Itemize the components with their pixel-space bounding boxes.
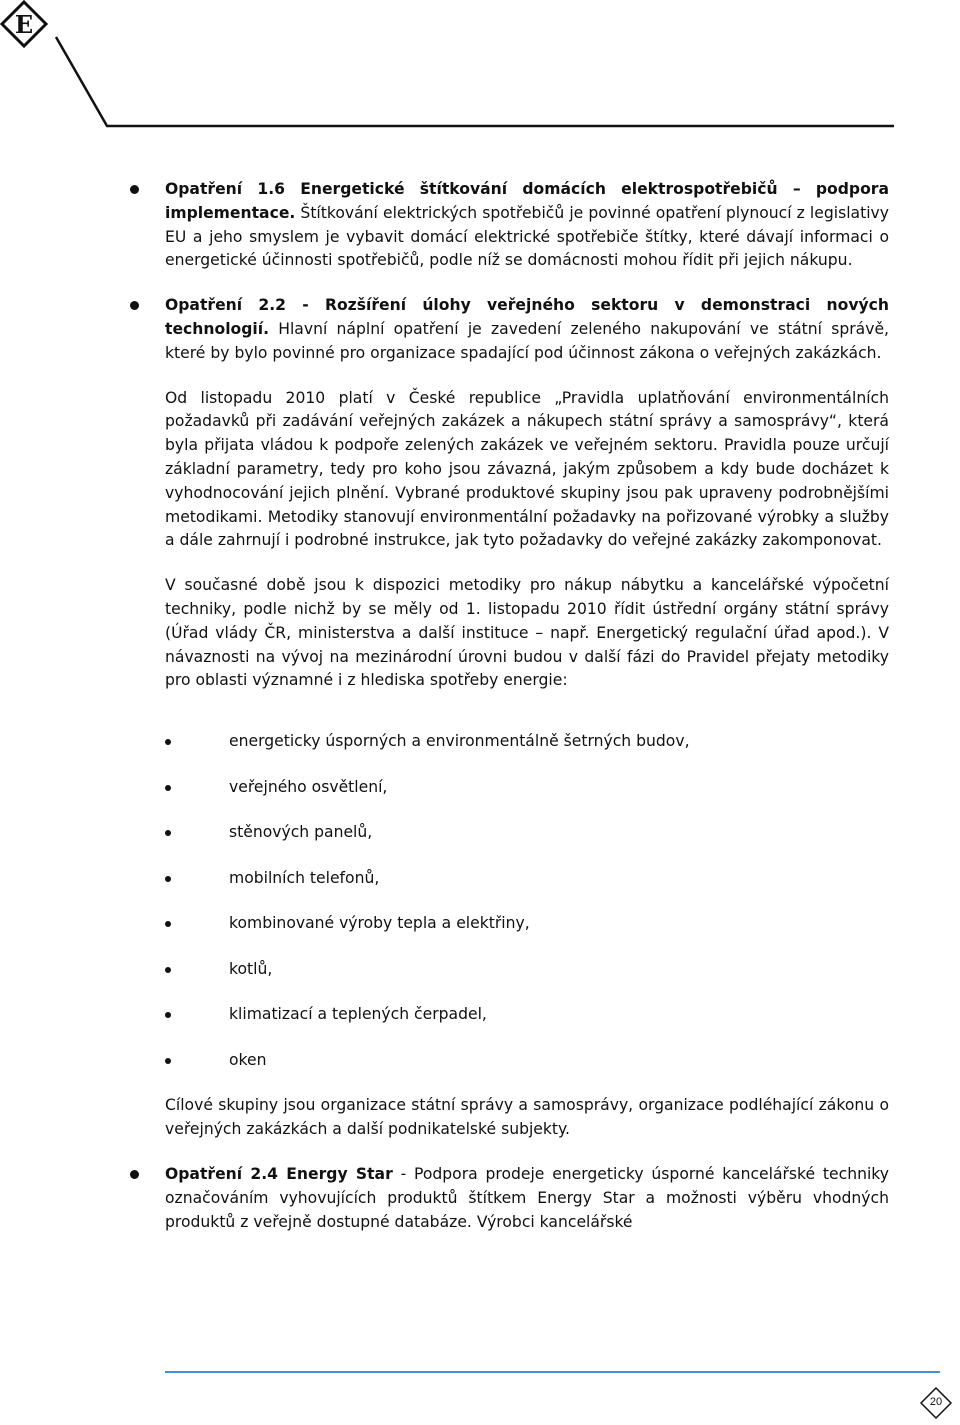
document-body <box>165 178 889 1234</box>
bullet-icon <box>165 830 171 836</box>
header-rule <box>0 0 960 140</box>
logo-letter: E <box>14 10 34 39</box>
paragraph-measure-1-6 <box>165 178 889 273</box>
list-item: klimatizací a teplených čerpadel, <box>165 1003 889 1027</box>
measure-heading: Opatření 2.4 Energy Star <box>165 1164 393 1183</box>
list-item: kombinované výroby tepla a elektřiny, <box>165 912 889 936</box>
list-item: oken <box>165 1049 889 1073</box>
paragraph-measure-2-2 <box>165 294 889 365</box>
bullet-icon <box>165 921 171 927</box>
bullet-icon <box>165 739 171 745</box>
bullet-icon <box>130 301 139 310</box>
bullet-icon <box>130 185 139 194</box>
bullet-icon <box>130 1170 139 1179</box>
measure-text: Štítkování elektrických spotřebičů je povinné opatření plynoucí z legislativy EU a jeho smyslem je vybavit domácí elektrické spotřebiče štítky, které dávají informaci o energetické účinnosti spotřebičů, podle níž se domácnosti mohou řídit při jejich nákupu. <box>165 203 889 270</box>
bullet-icon <box>165 785 171 791</box>
page-number: 20 <box>929 1396 943 1408</box>
bullet-icon <box>165 967 171 973</box>
paragraph-methodologies: V současné době jsou k dispozici metodiky pro nákup nábytku a kancelářské výpočetní techniky, podle nichž by se měly od 1. listopadu 2010 řídit ústřední orgány státní správy (Úřad vlády ČR, ministerstva a další instituce – např. Energetický regulační úřad apod.). V návaznosti na vývoj na mezinárodní úrovni budou v další fázi do Pravidel přejaty metodiky pro oblasti významné i z hlediska spotřeby energie: <box>165 576 889 690</box>
bullet-icon <box>165 1012 171 1018</box>
bullet-icon <box>165 876 171 882</box>
list-item: stěnových panelů, <box>165 821 889 845</box>
list-item: veřejného osvětlení, <box>165 776 889 800</box>
list-item: kotlů, <box>165 958 889 982</box>
bullet-icon <box>165 1058 171 1064</box>
measure-text: Hlavní náplní opatření je zavedení zeleného nakupování ve státní správě, které by bylo povinné pro organizace spadající pod účinnost zákona o veřejných zakázkách. <box>165 319 889 362</box>
measure-heading: Opatření 2.2 - Rozšíření úlohy veřejného sektoru v demonstraci nových technologií. <box>165 296 889 338</box>
product-group-list <box>165 730 889 1072</box>
list-item: mobilních telefonů, <box>165 867 889 891</box>
paragraph-target-groups: Cílové skupiny jsou organizace státní správy a samosprávy, organizace podléhající zákonu o veřejných zakázkách a další podnikatelské subjekty. <box>165 1096 889 1139</box>
list-item: energeticky úsporných a environmentálně šetrných budov, <box>165 730 889 754</box>
footer-rule <box>165 1371 940 1373</box>
paragraph-rules: Od listopadu 2010 platí v České republice „Pravidla uplatňování environmentálních požadavků při zadávání veřejných zakázek a nákupech státní správy a samosprávy“, která byla přijata vládou k podpoře zelených zakázek ve veřejném sektoru. Pravidla pouze určují základní parametry, tedy pro koho jsou závazná, jakým způsobem a kdy bude docházet k vyhodnocování jejich plnění. Vybrané produktové skupiny jsou pak upraveny podrobnějšími metodikami. Metodiky stanovují environmentální požadavky na pořizované výrobky a služby a dále zahrnují i podrobné instrukce, jak tyto požadavky do veřejné zakázky zakomponovat. <box>165 388 889 550</box>
measure-text: - Podpora prodeje energeticky úsporné kancelářské techniky označováním vyhovujících produktů štítkem Energy Star a možnosti výběru vhodných produktů z veřejně dostupné databáze. Výrobci kancelářské <box>165 1164 889 1231</box>
measure-heading: Opatření 1.6 Energetické štítkování domácích elektrospotřebičů – podpora implementace. <box>165 180 889 222</box>
paragraph-measure-2-4 <box>165 1163 889 1234</box>
